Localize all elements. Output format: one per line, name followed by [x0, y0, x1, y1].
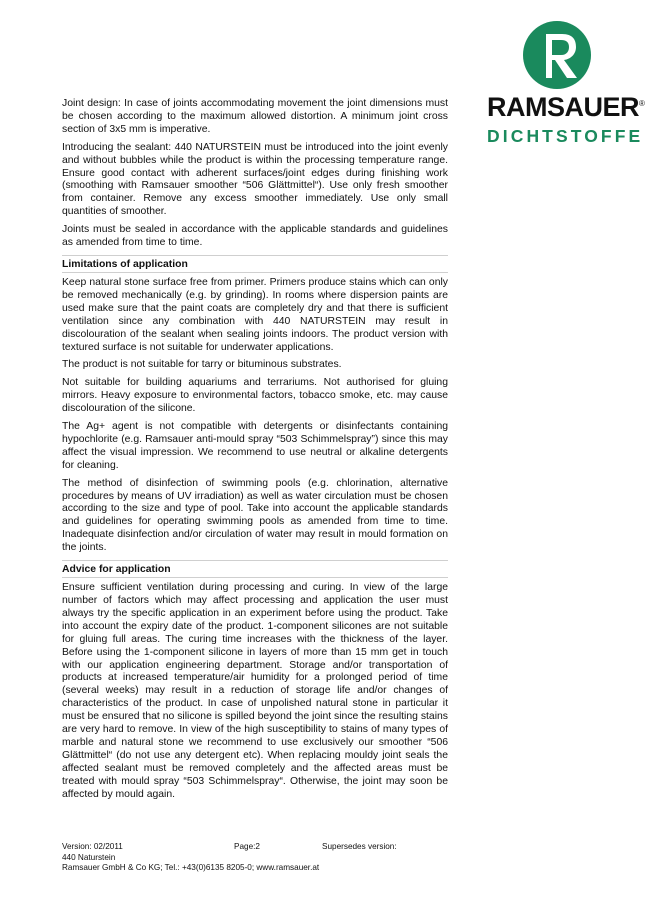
paragraph-limitations-pools: The method of disinfection of swimming pools (e.g. chlorination, alternative procedures by means of UV irradiation) as well as water circulation must be chosen according to the size and type of pool. Take into account the applicable standards and guidelines for operating swimming pools as amended from time to time. Inadequate disinfection and/or circulation of water may result in mould formation on the joints.: [62, 477, 448, 554]
paragraph-limitations-primer: Keep natural stone surface free from primer. Primers produce stains which can only be removed mechanically (e.g. by grinding). In rooms where dispersion paints are used make sure that the paint coats are completely dry and that there is sufficient ventilation since any combination with 440 NATURSTEIN may result in discolouration of the sealant when sealing joints indoors. The product version with textured surface is not suitable for underwater applications.: [62, 276, 448, 353]
footer-page-number: Page:2: [234, 842, 260, 851]
brand-subtitle: DICHTSTOFFE: [487, 126, 644, 146]
section-title-advice: Advice for application: [62, 560, 448, 578]
company-logo: [487, 20, 645, 150]
paragraph-limitations-substrates: The product is not suitable for tarry or bituminous substrates.: [62, 359, 342, 371]
page-footer: [62, 842, 462, 874]
paragraph-introducing-sealant: Introducing the sealant: 440 NATURSTEIN must be introduced into the joint evenly and without bubbles while the product is within the processing temperature range. Ensure good contact with adherent surfaces/joint edges during finishing work (smoothing with Ramsauer smoother “506 Glättmittel“). Use only fresh smoother from container. Remove any excess smoother immediately. Use only small quantities of smoother.: [62, 141, 448, 218]
document-body: [62, 98, 448, 807]
paragraph-advice: Ensure sufficient ventilation during processing and curing. In view of the large number of factors which may affect processing and application the user must always try the specific application in an experiment before using the product. Take into account the expiry date of the product. 1-component silicones are not suitable for gluing full areas. The curing time increases with the thickness of the layer. Before using the 1-component silicone in layers of more than 15 mm get in touch with our application engineering department. Storage and/or transportation of products at increased temperature/air humidity for a prolonged period of time (several weeks) may result in a reduction of storage life and/or changes of characteristics of the product. In case of unpolished natural stone in particular it must be ensured that no silicone is spilled beyond the joint since the resulting stains are very hard to remove. In view of the high susceptibility to stains of many types of marble and natural stone we recommend to use exclusively our smoother “506 Glättmittel“ (do not use any detergent etc). When replacing mouldy joint seals the affected sealant must be removed completely and the affected areas must be treated with mould spray “503 Schimmelspray“. Otherwise, the joint may soon be affected by mould again.: [62, 582, 448, 800]
paragraph-joint-design: Joint design: In case of joints accommodating movement the joint dimensions must be chosen according to the maximum allowed distortion. A minimum joint cross section of 3x5 mm is imperative.: [62, 98, 448, 135]
footer-version: Version: 02/2011: [62, 842, 123, 851]
paragraph-limitations-ag-agent: The Ag+ agent is not compatible with detergents or disinfectants containing hypochlorite (e.g. Ramsauer anti-mould spray “503 Schimmelspray”) since this may affect the visual impression. We recommend to use neutral or alkaline detergents for cleaning.: [62, 421, 448, 471]
section-title-limitations: Limitations of application: [62, 255, 448, 273]
ramsauer-logo-icon: [522, 20, 592, 90]
footer-supersedes: Supersedes version:: [322, 842, 397, 851]
footer-meta-line: [62, 842, 462, 853]
footer-product: 440 Naturstein: [62, 852, 116, 862]
footer-company: Ramsauer GmbH & Co KG; Tel.: +43(0)6135 8205-0; www.ramsauer.at: [62, 863, 320, 873]
paragraph-joint-standards: Joints must be sealed in accordance with the applicable standards and guidelines as amended from time to time.: [62, 224, 448, 249]
paragraph-limitations-aquariums: Not suitable for building aquariums and terrariums. Not authorised for gluing mirrors. Heavy exposure to environmental factors, tobacco smoke, etc. may cause discolouration of the silicone.: [62, 377, 448, 415]
brand-name: RAMSAUER®: [487, 92, 645, 122]
